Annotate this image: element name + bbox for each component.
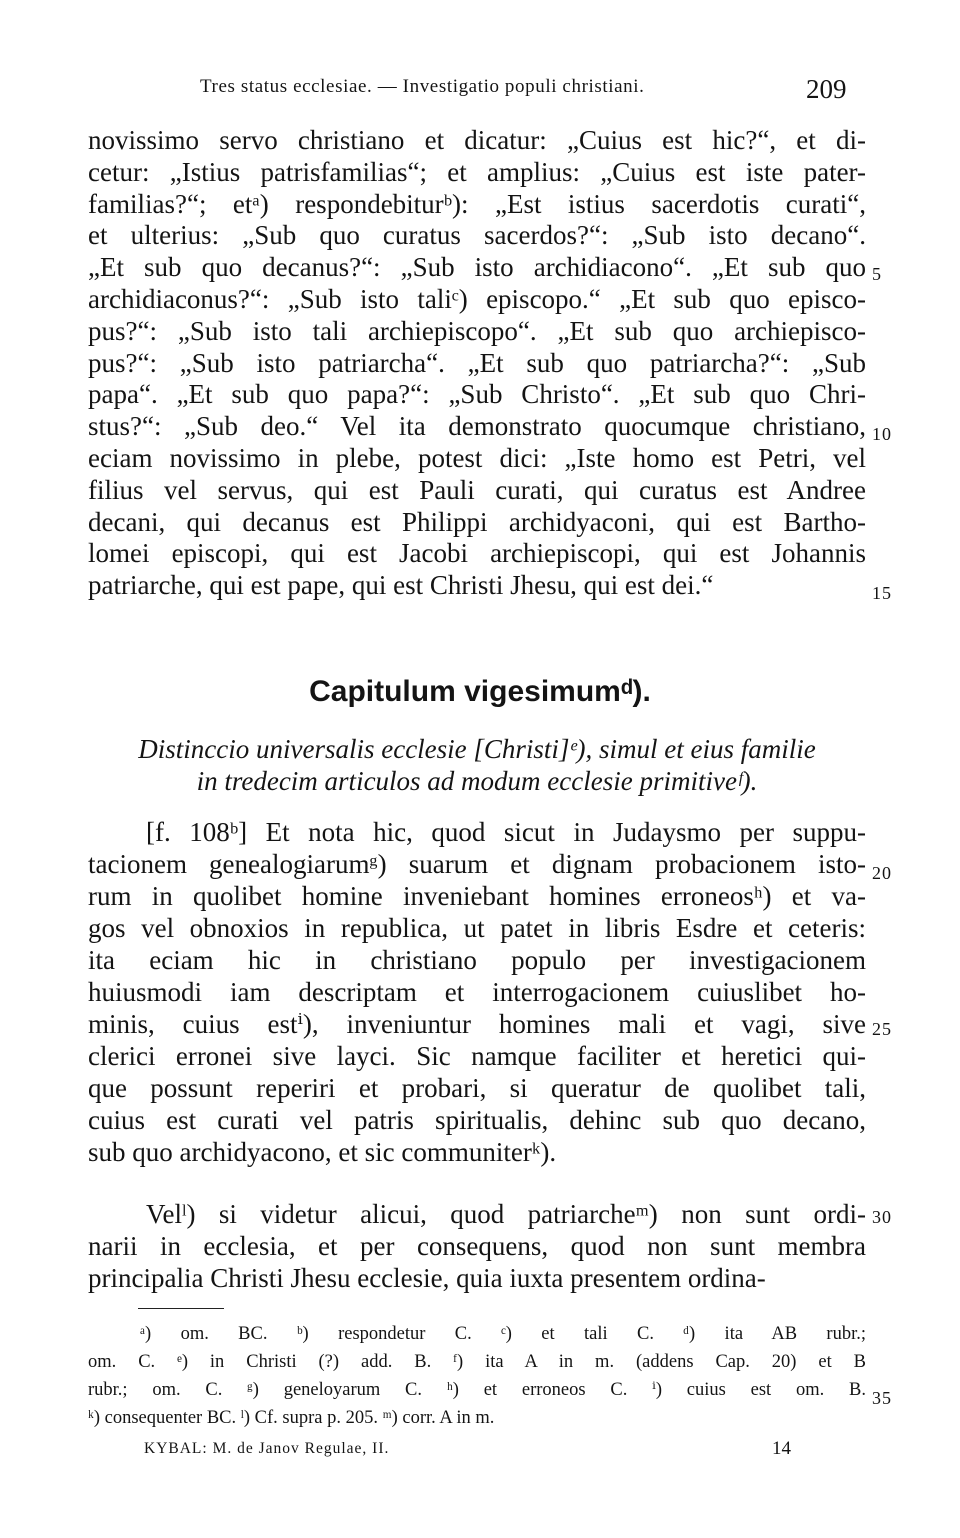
page-number: 209 — [806, 74, 847, 104]
text-line: „Et sub quo decanus?“: „Sub isto archidiacono“. „Et sub quo — [88, 252, 866, 283]
paragraph-2 — [88, 816, 866, 1168]
paragraph-3 — [88, 1198, 866, 1294]
signature-number: 14 — [772, 1438, 791, 1459]
text-line: et ulterius: „Sub quo curatus sacerdos?“: „Sub isto decano“. — [88, 220, 866, 251]
text-line: [f. 108ᵇ] Et nota hic, quod sicut in Judaysmo per suppu- — [146, 817, 866, 847]
text-line: gos vel obnoxios in republica, ut patet in libris Esdre et ceteris: — [88, 913, 866, 943]
text-line: lomei episcopi, qui est Jacobi archiepiscopi, qui est Johannis — [88, 538, 866, 569]
line-number: 35 — [872, 1388, 892, 1408]
running-head: Tres status ecclesiae. — Investigatio populi christiani. — [200, 76, 645, 97]
footnote-rule — [138, 1308, 224, 1309]
text-line: narii in ecclesia, et per consequens, quod non sunt membra — [88, 1231, 866, 1261]
text-line: que possunt reperiri et probari, si queratur de quolibet tali, — [88, 1073, 866, 1103]
text-line: novissimo servo christiano et dicatur: „Cuius est hic?“, et di- — [88, 125, 866, 155]
line-number: 25 — [872, 1019, 892, 1039]
text-line: sub quo archidyacono, et sic communiterᵏ). — [88, 1137, 557, 1167]
text-line: papa“. „Et sub quo papa?“: „Sub Christo“. „Et sub quo Chri- — [88, 379, 866, 410]
line-number: 10 — [872, 424, 892, 444]
footer-signature: KYBAL: M. de Janov Regulae, II. — [144, 1440, 390, 1457]
text-line: principalia Christi Jhesu ecclesie, quia iuxta presentem ordina- — [88, 1263, 766, 1293]
chapter-title: Capitulum vigesimumᵈ). — [309, 675, 651, 708]
text-line: cuius est curati vel patris spiritualis, dehinc sub quo decano, — [88, 1105, 866, 1135]
chapter-subtitle: Distinccio universalis ecclesie [Christi]ᵉ), simul et eius familie — [138, 734, 816, 764]
footnotes — [88, 1320, 866, 1432]
text-line: cetur: „Istius patrisfamilias“; et amplius: „Cuius est iste pater- — [88, 156, 866, 187]
text-line: stus?“: „Sub deo.“ Vel ita demonstrato quocumque christiano, — [88, 411, 866, 442]
text-line: filius vel servus, qui est Pauli curati, qui curatus est Andree — [88, 474, 866, 505]
text-line: familias?“; etᵃ) respondebiturᵇ): „Est istius sacerdotis curati“, — [88, 188, 866, 219]
text-line: tacionem genealogiarumᵍ) suarum et dignam probacionem isto- — [88, 849, 866, 879]
text-line: patriarche, qui est pape, qui est Christi Jhesu, qui est dei.“ — [88, 570, 714, 601]
footnote-line: rubr.; om. C. ᵍ) geneloyarum C. ʰ) et erroneos C. ⁱ) cuius est om. B. — [88, 1380, 866, 1400]
text-line: minis, cuius estⁱ), inveniuntur homines mali et vagi, sive — [88, 1009, 866, 1039]
text-line: pus?“: „Sub isto tali archiepiscopo“. „Et sub quo archiepisco- — [88, 315, 866, 346]
line-number: 20 — [872, 863, 892, 883]
line-number: 30 — [872, 1207, 892, 1227]
text-line: archidiaconus?“: „Sub isto taliᶜ) episcopo.“ „Et sub quo episco- — [88, 283, 866, 314]
text-line: ita eciam hic in christiano populo per investigacionem — [88, 945, 866, 975]
footnote-line: om. C. ᵉ) in Christi (?) add. B. ᶠ) ita A in m. (addens Cap. 20) et B — [88, 1352, 866, 1372]
footnote-line: ᵃ) om. BC. ᵇ) respondetur C. ᶜ) et tali C. ᵈ) ita AB rubr.; — [140, 1324, 866, 1344]
line-number: 5 — [872, 264, 882, 284]
line-number: 15 — [872, 583, 892, 603]
text-line: huiusmodi iam descriptam et interrogacionem cuiuslibet ho- — [88, 977, 866, 1007]
text-line: Velˡ) si videtur alicui, quod patriarcheᵐ) non sunt ordi- — [146, 1199, 866, 1229]
text-line: clerici erronei sive layci. Sic namque faciliter et heretici qui- — [88, 1041, 866, 1071]
text-line: eciam novissimo in plebe, potest dici: „Iste homo est Petri, vel — [88, 442, 866, 473]
chapter-subtitle: in tredecim articulos ad modum ecclesie primitiveᶠ). — [196, 766, 758, 796]
text-line: decani, qui decanus est Philippi archidyaconi, qui est Bartho- — [88, 506, 866, 537]
text-line: pus?“: „Sub isto patriarcha“. „Et sub quo patriarcha?“: „Sub — [88, 347, 866, 378]
paragraph-1 — [88, 125, 866, 602]
text-line: rum in quolibet homine inveniebant homines erroneosʰ) et va- — [88, 881, 866, 911]
footnote-line: ᵏ) consequenter BC. ˡ) Cf. supra p. 205. ᵐ) corr. A in m. — [88, 1408, 495, 1428]
